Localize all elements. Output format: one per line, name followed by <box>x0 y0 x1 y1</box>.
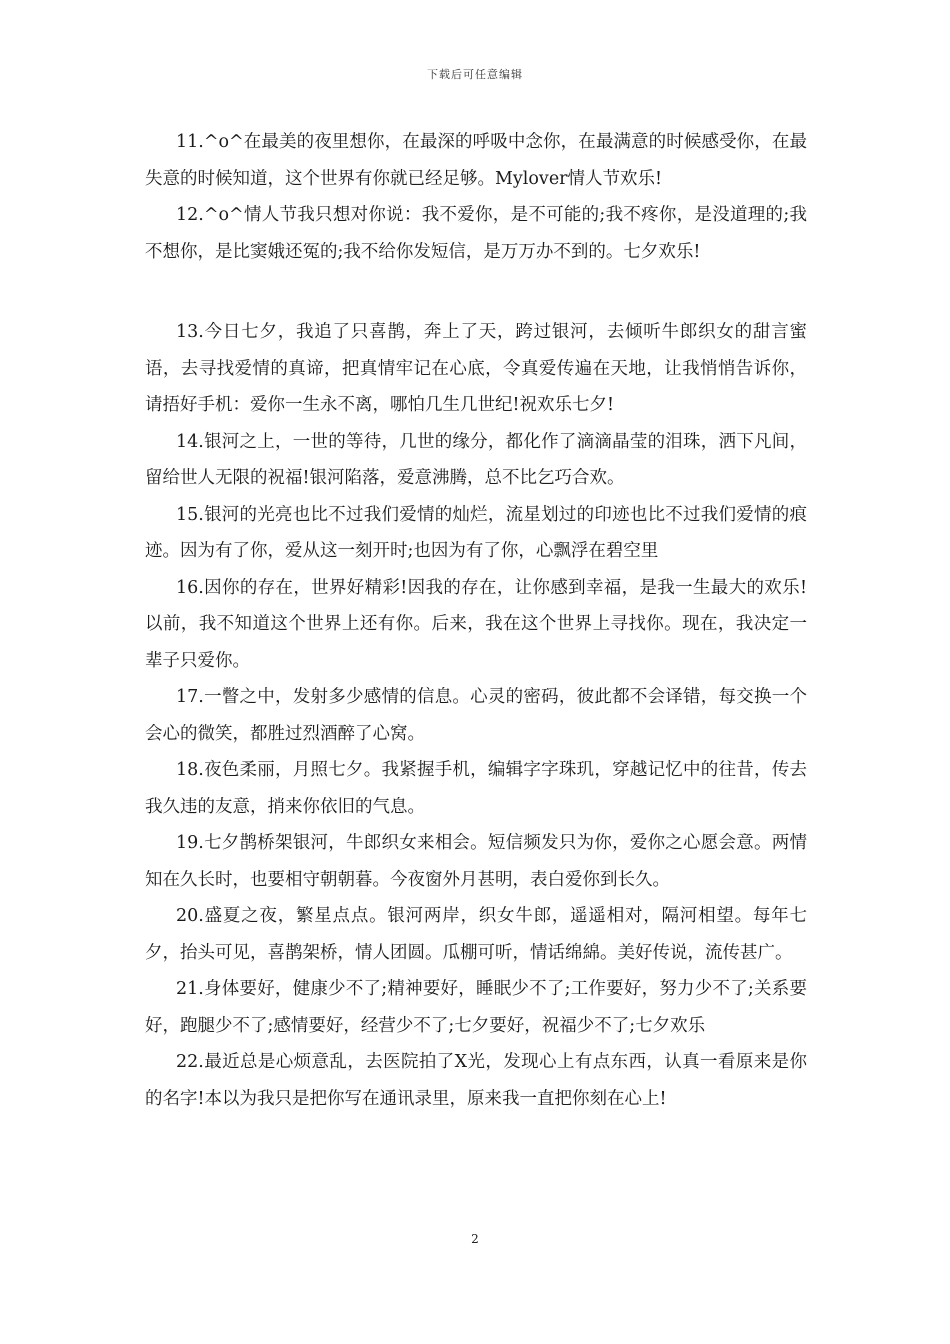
paragraph-17: 17.一瞥之中，发射多少感情的信息。心灵的密码，彼此都不会译错，每交换一个会心的微笑，都胜过烈酒醉了心窝。 <box>145 687 807 744</box>
paragraph-19: 19.七夕鹊桥架银河，牛郎织女来相会。短信频发只为你，爱你之心愿会意。两情知在久长时，也要相守朝朝暮。今夜窗外月甚明，表白爱你到长久。 <box>145 833 807 890</box>
paragraph-11: 11.^o^在最美的夜里想你，在最深的呼吸中念你，在最满意的时候感受你，在最失意的时候知道，这个世界有你就已经足够。Mylover情人节欢乐! <box>145 132 807 189</box>
paragraph-20: 20.盛夏之夜，繁星点点。银河两岸，织女牛郎，遥遥相对，隔河相望。每年七夕，抬头可见，喜鹊架桥，情人团圆。瓜棚可听，情话绵綿。美好传说，流传甚广。 <box>145 906 807 963</box>
paragraph-22: 22.最近总是心烦意乱，去医院拍了X光，发现心上有点东西，认真一看原来是你的名字!本以为我只是把你写在通讯录里，原来我一直把你刻在心上! <box>145 1052 807 1109</box>
page-number: 2 <box>471 1232 479 1246</box>
paragraph-12: 12.^o^情人节我只想对你说：我不爱你，是不可能的;我不疼你，是没道理的;我不想你，是比窦娥还冤的;我不给你发短信，是万万办不到的。七夕欢乐! <box>145 205 807 262</box>
document-body <box>145 124 807 1117</box>
paragraph-15: 15.银河的光亮也比不过我们爱情的灿烂，流星划过的印迹也比不过我们爱情的痕迹。因为有了你，爱从这一刻开时;也因为有了你，心飘浮在碧空里 <box>145 504 807 561</box>
paragraph-13: 13.今日七夕，我追了只喜鹊，奔上了天，跨过银河，去倾听牛郎织女的甜言蜜语，去寻找爱情的真谛，把真情牢记在心底，令真爱传遍在天地，让我悄悄告诉你，请捂好手机：爱你一生永不离，哪怕几生几世纪!祝欢乐七夕! <box>145 322 807 415</box>
paragraph-14: 14.银河之上，一世的等待，几世的缘分，都化作了滴滴晶莹的泪珠，洒下凡间，留给世人无限的祝福!银河陷落，爱意沸腾，总不比乞巧合欢。 <box>145 431 807 488</box>
paragraph-21: 21.身体要好，健康少不了;精神要好，睡眠少不了;工作要好，努力少不了;关系要好，跑腿少不了;感情要好，经营少不了;七夕要好，祝福少不了;七夕欢乐 <box>145 979 807 1036</box>
blank-line <box>145 270 807 314</box>
paragraph-16: 16.因你的存在，世界好精彩!因我的存在，让你感到幸福，是我一生最大的欢乐!以前，我不知道这个世界上还有你。后来，我在这个世界上寻找你。现在，我决定一辈子只爱你。 <box>145 577 807 671</box>
paragraph-18: 18.夜色柔丽，月照七夕。我紧握手机，编辑字字珠玑，穿越记忆中的往昔，传去我久违的友意，捎来你依旧的气息。 <box>145 760 807 817</box>
page-header: 下载后可任意编辑 <box>427 68 523 81</box>
